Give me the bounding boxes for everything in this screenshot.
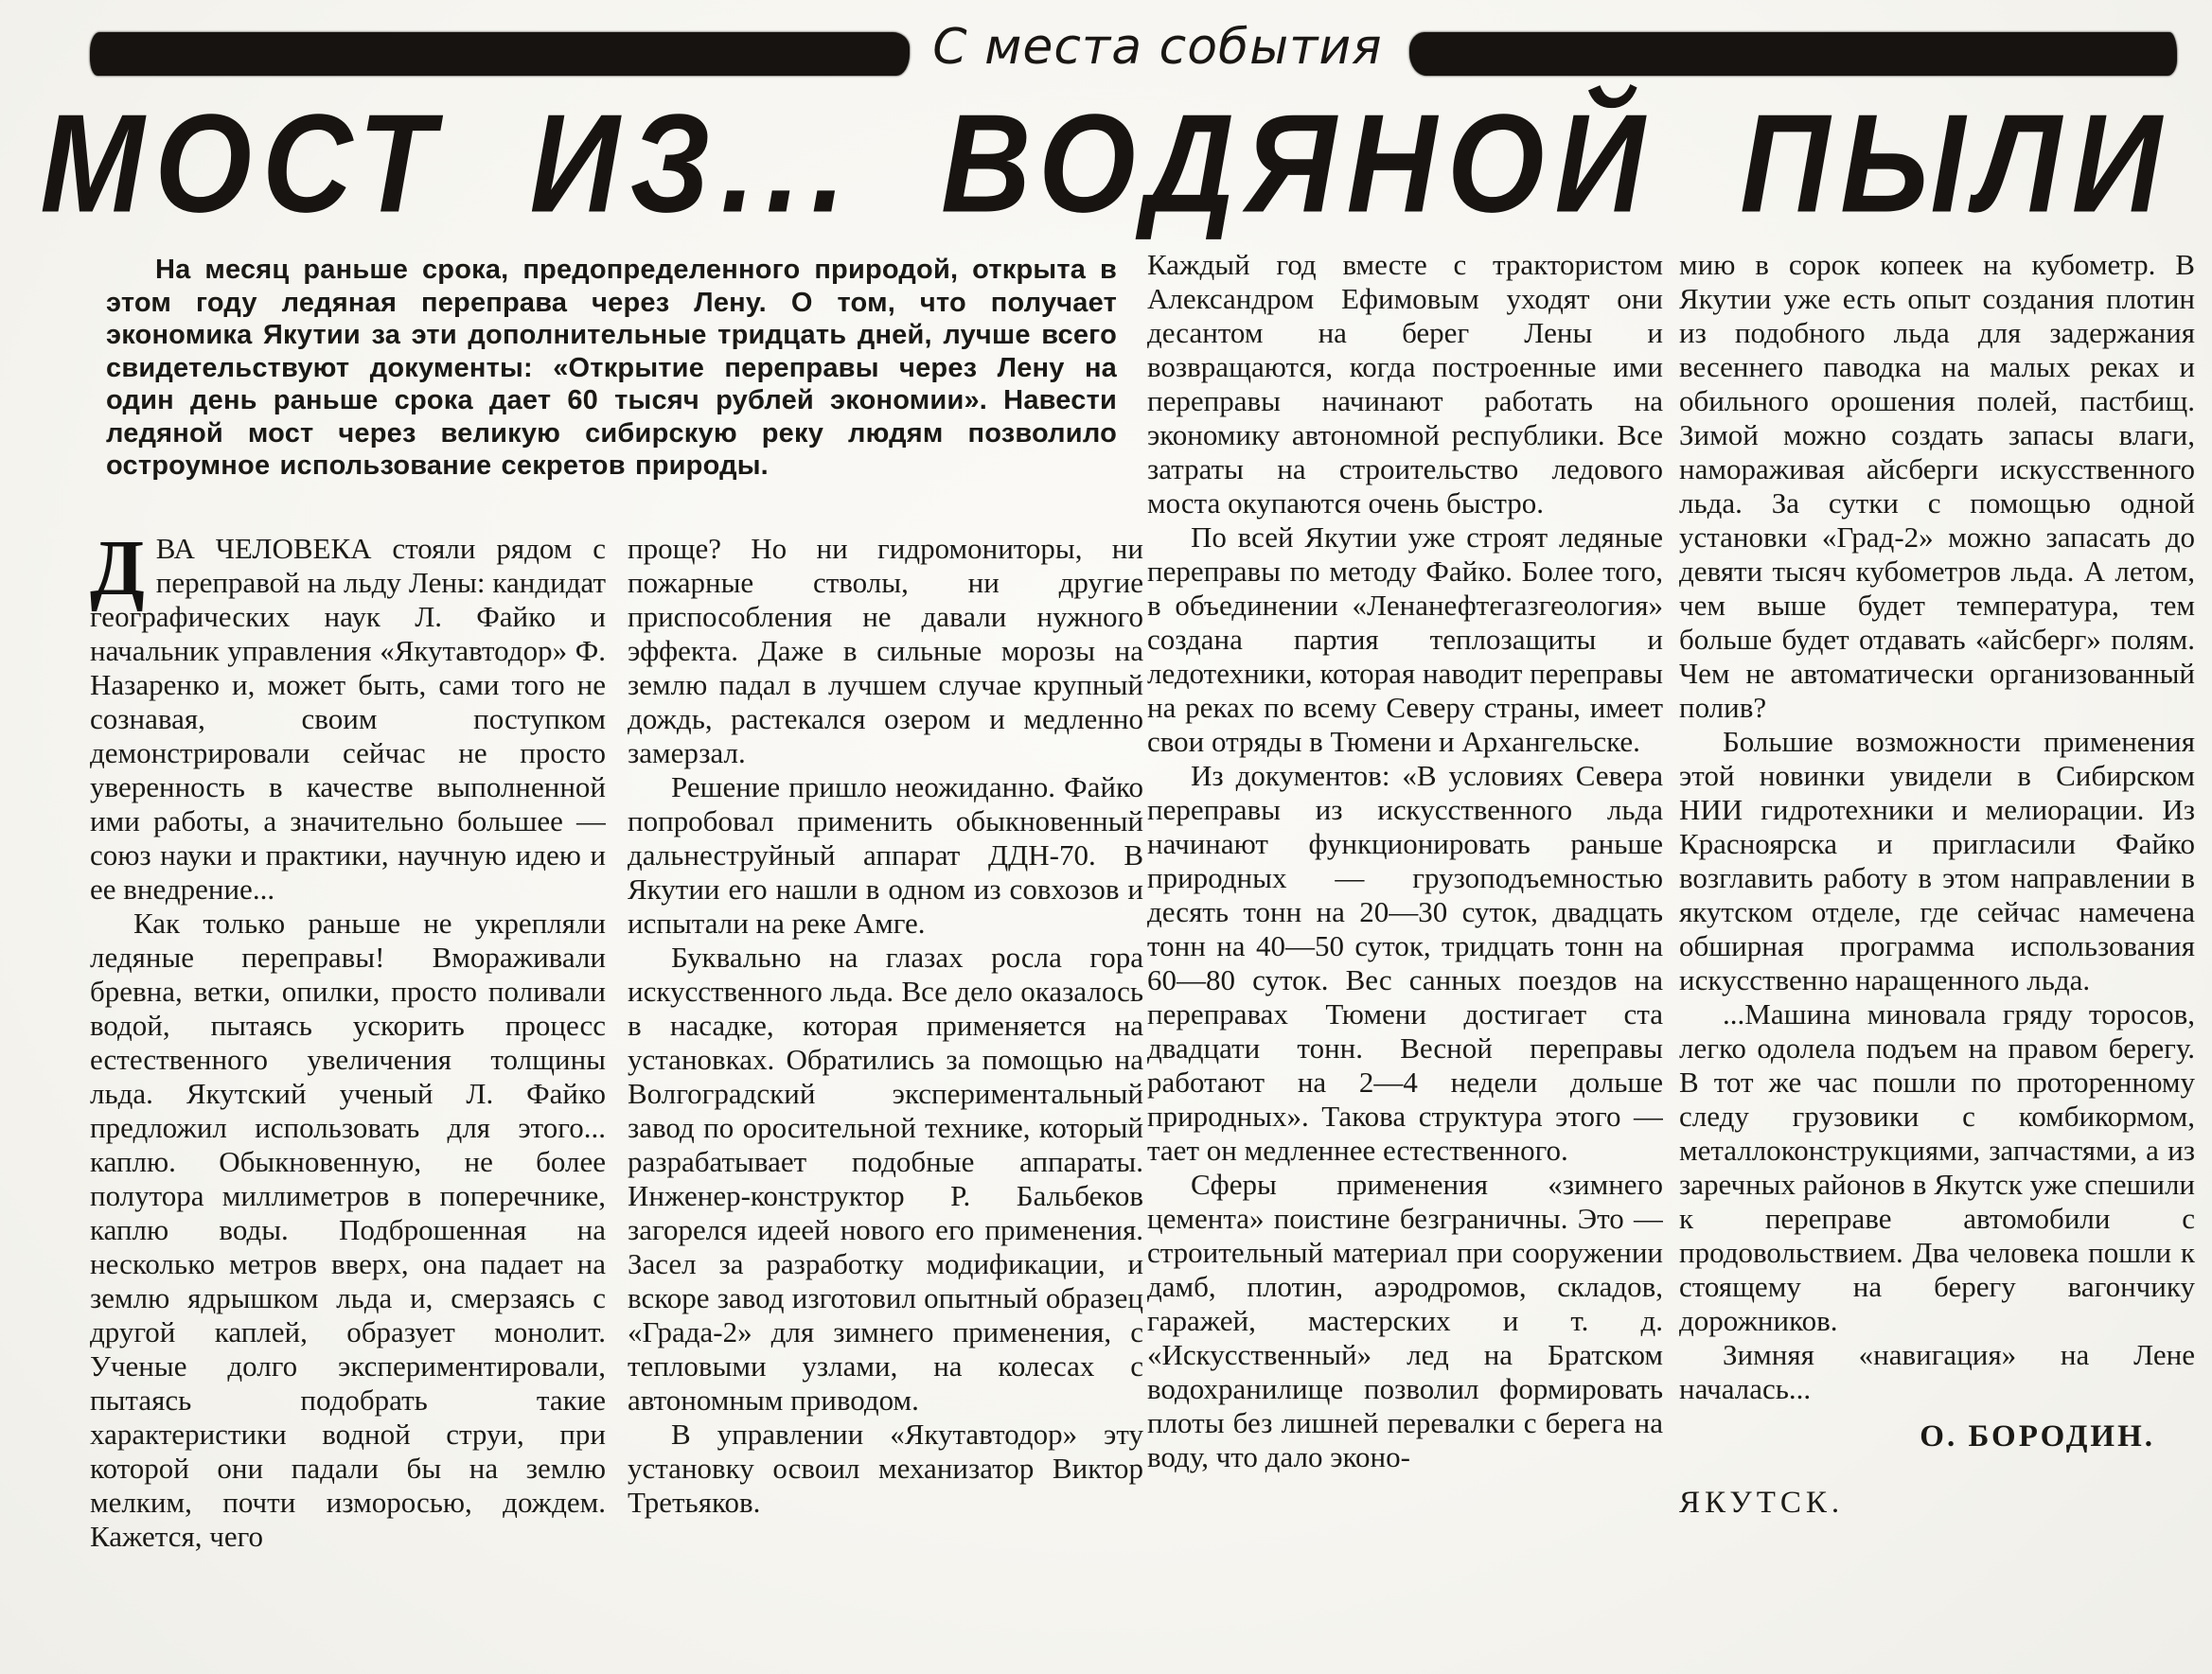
paragraph: В управлении «Якутавтодор» эту установку освоил механизатор Виктор Третьяков. [628, 1418, 1143, 1519]
paragraph: Из документов: «В условиях Севера переправы из искусственного льда начинают функционировать раньше природных — грузоподъемностью десять тонн на 20—30 суток, двадцать тонн на 40—50 суток, тридцать тонн на 60—80 суток. Вес санных поездов на переправах Тюмени достигает ста двадцати тонн. Весной переправы работают на 2—4 недели дольше природных». Такова структура этого — тает он медленнее естественного. [1147, 759, 1663, 1167]
paragraph-text: ВА ЧЕЛОВЕКА стояли рядом с переправой на льду Лены: кандидат географических наук Л. Файко и начальник управления «Якутавтодор» Ф. Назаренко и, может быть, сами того не сознавая, своим поступком демонстрировали сейчас не просто уверенность в качестве выполненной ими работы, а значительно большее — союз науки и практики, научную идею и ее внедрение... [90, 532, 606, 906]
kicker-bar-left [90, 32, 910, 76]
paragraph: Сферы применения «зимнего цемента» поистине безграничны. Это — строительный материал при сооружении дамб, плотин, аэродромов, складов, гаражей, мастерских и т. д. «Искусственный» лед на Братском водохранилище позволил формировать плоты без лишней перевалки с берега на воду, что дало эконо- [1147, 1168, 1663, 1473]
kicker-label: С места события [932, 19, 1383, 76]
column-1 [90, 532, 606, 1652]
lead-paragraph: На месяц раньше срока, предопределенного природой, открыта в этом году ледяная переправа через Лену. О том, что получает экономика Якутии за эти дополнительные тридцать дней, лучше всего свидетельствуют документы: «Открытие переправы через Лену на один день раньше срока дает 60 тысяч рублей экономии». Навести ледяной мост через великую сибирскую реку людям позволило остроумное использование секретов природы. [106, 255, 1117, 481]
paragraph: ...Машина миновала гряду торосов, легко одолела подъем на правом берегу. В тот же час пошли по проторенному следу грузовики с комбикормом, металлоконструкциями, запчастями, а из заречных районов в Якутск уже спешили к переправе автомобили с продовольствием. Два человека пошли к стоящему на берегу вагончику дорожников. [1679, 997, 2195, 1337]
headline-text: МОСТ ИЗ... ВОДЯНОЙ ПЫЛИ [40, 85, 2172, 241]
column-4 [1679, 248, 2195, 1652]
paragraph: мию в сорок копеек на кубометр. В Якутии уже есть опыт создания плотин из подобного льда для задержания весеннего паводка на малых реках и обильного орошения полей, пастбищ. Зимой можно создать запасы влаги, намораживая айсберги искусственного льда. За сутки с помощью одной установки «Град-2» можно запасать до девяти тысяч кубометров льда. А летом, чем выше будет температура, тем больше будет отдавать «айсберг» полям. Чем не автоматически организованный полив? [1679, 248, 2195, 724]
paragraph: Буквально на глазах росла гора искусственного льда. Все дело оказалось в насадке, которая применяется на установках. Обратились за помощью на Волгоградский экспериментальный завод по оросительной технике, который разрабатывает подобные аппараты. Инженер-конструктор Р. Бальбеков загорелся идеей нового его применения. Засел за разработку модификации, и вскоре завод изготовил опытный образец «Града-2» для зимнего применения, с тепловыми узлами, на колесах с автономным приводом. [628, 941, 1143, 1417]
kicker-bar-right [1409, 32, 2178, 76]
paragraph: Как только раньше не укрепляли ледяные переправы! Вмораживали бревна, ветки, опилки, просто поливали водой, пытаясь ускорить процесс естественного увеличения толщины льда. Якутский ученый Л. Файко предложил использовать для этого... каплю. Обыкновенную, не более полутора миллиметров в поперечнике, каплю воды. Подброшенная на несколько метров вверх, она падает на землю ядрышком льда и, смерзаясь с другой каплей, образует монолит. Ученые долго экспериментировали, пытаясь подобрать такие характеристики водной струи, при которой они падали бы на землю мелким, почти изморосью, дождем. Кажется, чего [90, 907, 606, 1553]
column-2 [628, 532, 1143, 1652]
paragraph [90, 532, 606, 907]
column-3 [1147, 248, 1663, 1652]
headline [0, 83, 2212, 258]
paragraph: Решение пришло неожиданно. Файко попробовал применить обыкновенный дальнеструйный аппарат ДДН-70. В Якутии его нашли в одном из совхозов и испытали на реке Амге. [628, 770, 1143, 940]
paragraph: Зимняя «навигация» на Лене началась... [1679, 1338, 2195, 1405]
dateline-place: ЯКУТСК. [1679, 1486, 1845, 1520]
author-signature: О. БОРОДИН. [1920, 1419, 2155, 1454]
dropcap: Д [90, 532, 145, 612]
paragraph: проще? Но ни гидромониторы, ни пожарные стволы, ни другие приспособления не давали нужного эффекта. Даже в сильные морозы на землю падал в лучшем случае крупный дождь, растекался озером и медленно замерзал. [628, 532, 1143, 769]
paragraph: Большие возможности применения этой новинки увидели в Сибирском НИИ гидротехники и мелиорации. Из Красноярска и пригласили Файко возглавить работу в этом направлении в якутском отделе, где сейчас намечена обширная программа использования искусственно наращенного льда. [1679, 725, 2195, 996]
paragraph: Каждый год вместе с трактористом Александром Ефимовым уходят они десантом на берег Лены и возвращаются, когда построенные ими переправы начинают работать на экономику автономной республики. Все затраты на строительство ледового моста окупаются очень быстро. [1147, 248, 1663, 520]
paragraph: По всей Якутии уже строят ледяные переправы по методу Файко. Более того, в объединении «Ленанефтегазгеология» создана партия теплозащиты и ледотехники, которая наводит переправы на реках по всему Северу страны, имеет свои отряды в Тюмени и Архангельске. [1147, 520, 1663, 758]
